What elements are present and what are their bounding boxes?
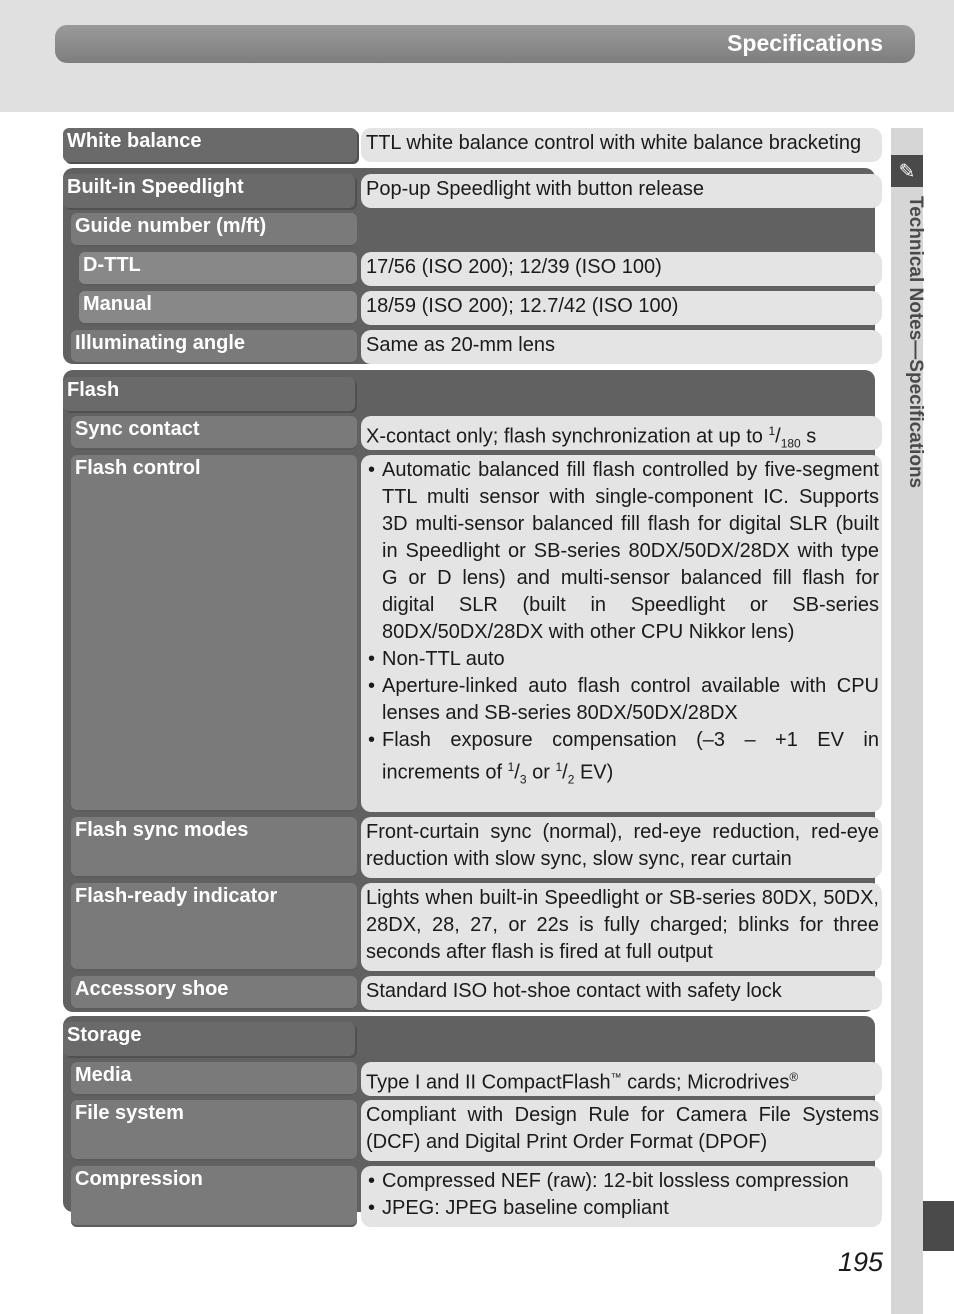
note-pencil-icon: ✎ bbox=[891, 155, 923, 187]
flash-ready-label: Flash-ready indicator bbox=[71, 883, 357, 971]
accessory-shoe-value: Standard ISO hot-shoe contact with safety lock bbox=[361, 976, 882, 1010]
manual-value: 18/59 (ISO 200); 12.7/42 (ISO 100) bbox=[361, 291, 882, 325]
flash-control-label: Flash control bbox=[71, 455, 357, 812]
flash-control-item: • Flash exposure compensation (–3 – +1 EV in increments of $^1/_3$ or $^1/_2$ EV) bbox=[366, 727, 879, 794]
page-title: Specifications bbox=[727, 30, 883, 56]
flash-control-value bbox=[361, 455, 882, 812]
guide-number-label: Guide number (m/ft) bbox=[71, 213, 357, 247]
illuminating-angle-value: Same as 20-mm lens bbox=[361, 330, 882, 364]
flash-control-item: • Non-TTL auto bbox=[366, 646, 879, 673]
speedlight-label: Built-in Speedlight bbox=[63, 174, 355, 208]
section-label: Technical Notes—Specifications bbox=[905, 196, 926, 489]
compression-item: • JPEG: JPEG baseline compliant bbox=[366, 1195, 879, 1222]
flash-ready-value: Lights when built-in Speedlight or SB-series 80DX, 50DX, 28DX, 28, 27, or 22s is fully charged; blinks for three seconds after flash is fired at full output bbox=[361, 883, 882, 971]
flash-control-item: • Automatic balanced fill flash controlled by five-segment TTL multi sensor with single-component IC. Supports 3D multi-sensor balanced fill flash for digital SLR (built in Speedlight or SB-series 80DX/50DX/28DX with type G or D lens) and multi-sensor balanced fill flash for digital SLR (built in Speedlight or SB-series 80DX/50DX/28DX with other CPU Nikkor lens) bbox=[366, 457, 879, 646]
compression-item: • Compressed NEF (raw): 12-bit lossless compression bbox=[366, 1168, 879, 1195]
compression-value bbox=[361, 1166, 882, 1227]
white-balance-label: White balance bbox=[63, 128, 357, 162]
header-bar bbox=[55, 25, 915, 63]
page-number: 195 bbox=[838, 1247, 884, 1277]
flash-sync-modes-label: Flash sync modes bbox=[71, 817, 357, 878]
file-system-value: Compliant with Design Rule for Camera File Systems (DCF) and Digital Print Order Format (DPOF) bbox=[361, 1100, 882, 1161]
illuminating-angle-label: Illuminating angle bbox=[71, 330, 357, 364]
speedlight-value: Pop-up Speedlight with button release bbox=[361, 174, 882, 208]
file-system-label: File system bbox=[71, 1100, 357, 1161]
dttl-label: D-TTL bbox=[79, 252, 357, 286]
compression-label: Compression bbox=[71, 1166, 357, 1227]
sync-contact-value: X-contact only; flash synchronization at up to $^1/_{180}$ s bbox=[361, 416, 882, 450]
sync-contact-label: Sync contact bbox=[71, 416, 357, 450]
media-label: Media bbox=[71, 1062, 357, 1096]
manual-label: Manual bbox=[79, 291, 357, 325]
flash-label: Flash bbox=[63, 377, 355, 411]
flash-control-item: • Aperture-linked auto flash control available with CPU lenses and SB-series 80DX/50DX/28DX bbox=[366, 673, 879, 727]
dttl-value: 17/56 (ISO 200); 12/39 (ISO 100) bbox=[361, 252, 882, 286]
flash-sync-modes-value: Front-curtain sync (normal), red-eye reduction, red-eye reduction with slow sync, slow sync, rear curtain bbox=[361, 817, 882, 878]
thumb-tab bbox=[923, 1201, 954, 1251]
accessory-shoe-label: Accessory shoe bbox=[71, 976, 357, 1010]
white-balance-value: TTL white balance control with white balance bracketing bbox=[361, 128, 882, 162]
storage-label: Storage bbox=[63, 1022, 355, 1056]
media-value: Type I and II CompactFlash™ cards; Microdrives® bbox=[361, 1062, 882, 1096]
